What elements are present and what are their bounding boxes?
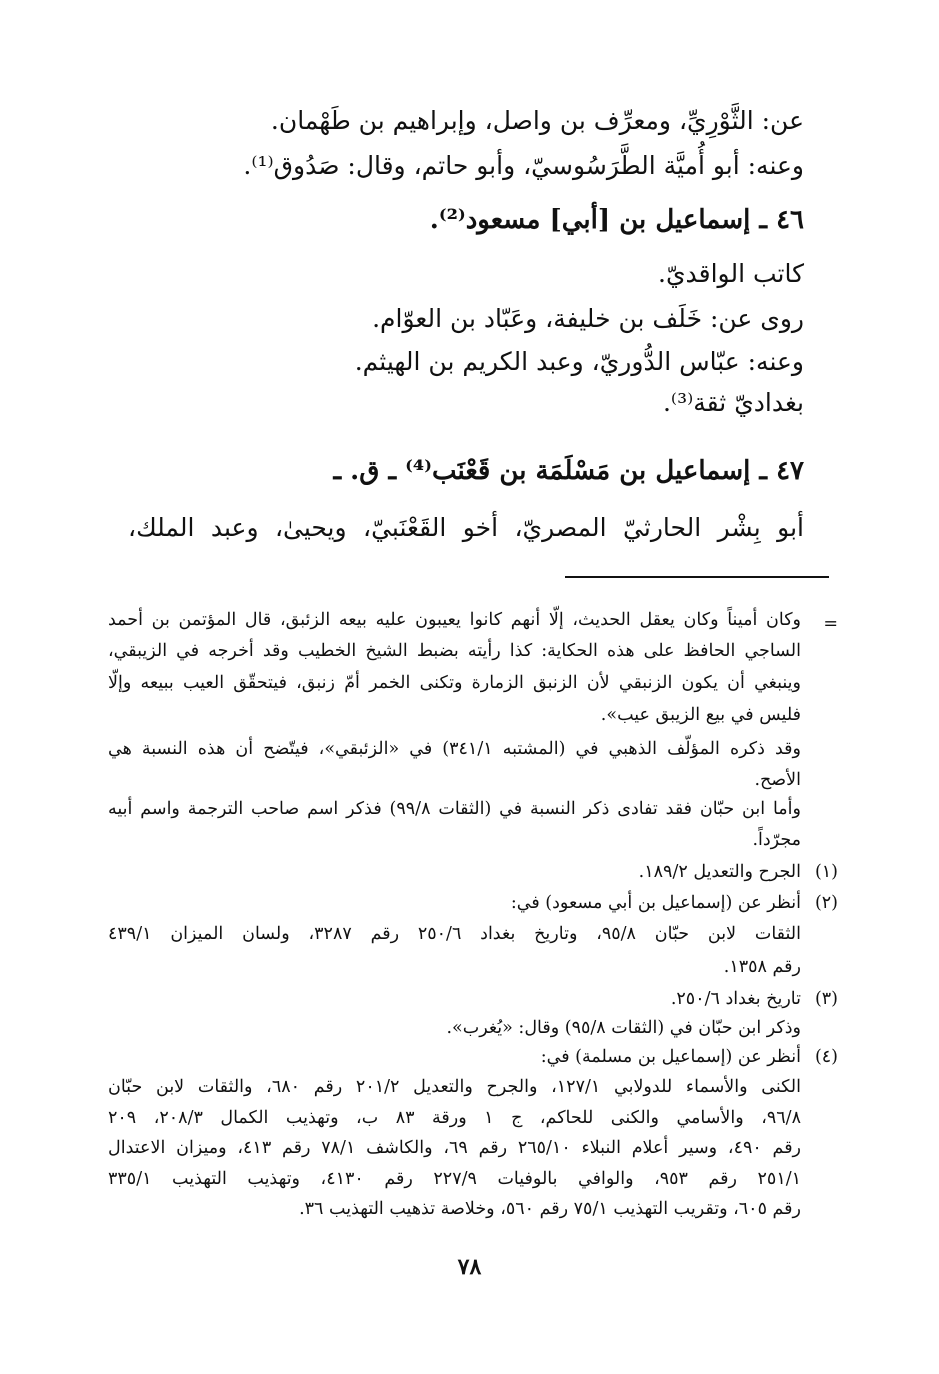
footnote-3-line: وذكر ابن حبّان في (الثقات ٩٥/٨) وقال: «يُغرب». bbox=[446, 1018, 801, 1038]
footnote-4-line: أنظر عن (إسماعيل بن مسلمة) في: bbox=[540, 1047, 801, 1067]
footnote-separator bbox=[565, 576, 829, 578]
footnote-4-line: الكنى والأسماء للدولابي ١٢٧/١، والجرح والتعديل ٢٠١/٢ رقم ٦٨٠، والثقات لابن حبّان bbox=[108, 1077, 801, 1097]
entry-47-title: ٤٧ ـ إسماعيل بن مَسْلَمَة بن قَعْنَب⁽⁴⁾ ـ ق. ـ bbox=[333, 456, 804, 486]
continuation-line: فليس في بيع الزيبق عيب». bbox=[600, 705, 801, 725]
narrator-line-teachers: عن: الثَّوْرِيِّ، ومعرِّف بن واصل، وإبراهيم بن طَهْمان. bbox=[270, 106, 804, 135]
continuation-line: الأصح. bbox=[754, 770, 801, 790]
footnote-4-line: رقم ٤٩٠، وسير أعلام النبلاء ٢٦٥/١٠ رقم ٦٩، والكاشف ٧٨/١ رقم ٤١٣، وميزان الاعتدال bbox=[108, 1138, 802, 1158]
entry-46-title: ٤٦ ـ إسماعيل بن [أبي] مسعود⁽²⁾. bbox=[429, 205, 804, 235]
entry-46-students: وعنه: عبّاس الدُّوريّ، وعبد الكريم بن الهيثم. bbox=[354, 347, 804, 376]
footnote-1-line: الجرح والتعديل ١٨٩/٢. bbox=[638, 862, 801, 882]
footnote-marker-4: (٤) bbox=[814, 1047, 838, 1067]
footnote-3-line: تاريخ بغداد ٢٥٠/٦. bbox=[670, 989, 801, 1009]
entry-47-description: أبو بِشْر الحارثيّ المصريّ، أخو القَعْنَبيّ، ويحيىٰ، وعبد الملك، bbox=[128, 513, 804, 542]
footnote-2-line: الثقات لابن حبّان ٩٥/٨، وتاريخ بغداد ٢٥٠/٦ رقم ٣٢٨٧، ولسان الميزان ٤٣٩/١ bbox=[108, 924, 801, 944]
continuation-line: وكان أميناً وكان يعقل الحديث، إلّا أنهم كانوا يعيبون عليه بيعه الزئبق، قال المؤتمن بن أحمد bbox=[108, 610, 801, 630]
footnote-marker-2: (٢) bbox=[814, 893, 838, 913]
footnote-4-line: ٩٦/٨، والأسامي والكنى للحاكم، ج ١ ورقة ٨٣ ب، وتهذيب الكمال ٢٠٨/٣، ٢٠٩ bbox=[108, 1108, 801, 1128]
continuation-marker: = bbox=[823, 614, 838, 634]
continuation-line: وقد ذكره المؤلّف الذهبي في (المشتبه ٣٤١/١) في «الزئبقي»، فيتّضح أن هذه النسبة هي bbox=[108, 739, 801, 759]
footnote-4-line: رقم ٦٠٥، وتقريب التهذيب ٧٥/١ رقم ٥٦٠، وخلاصة تذهيب التهذيب ٣٦. bbox=[299, 1199, 801, 1219]
footnote-marker-3: (٣) bbox=[814, 989, 838, 1009]
entry-46-description: كاتب الواقديّ. bbox=[658, 259, 804, 288]
page-number: ٧٨ bbox=[457, 1254, 482, 1280]
continuation-line: مجرّداً. bbox=[752, 830, 801, 850]
entry-46-teachers: روى عن: خَلَف بن خليفة، وعَبّاد بن العوّام. bbox=[372, 304, 804, 333]
narrator-line-students: وعنه: أبو أُميَّة الطَّرَسُوسيّ، وأبو حاتم، وقال: صَدُوق⁽¹⁾. bbox=[243, 151, 804, 180]
entry-46-grading: بغداديّ ثقة⁽³⁾. bbox=[662, 388, 804, 417]
continuation-line: وينبغي أن يكون الزنبقي لأن الزنبق الزمارة وتكنى الخمر أمّ زنبق، فيتحقّق العيب ببيعه وإلّا bbox=[108, 673, 801, 693]
footnote-2-line: رقم ١٣٥٨. bbox=[723, 957, 801, 977]
continuation-line: الساجي الحافظ على هذه الحكاية: كذا رأيته بضبط الشيخ الخطيب وقد أخرجه في الزيبقي، bbox=[108, 641, 801, 661]
footnote-2-line: أنظر عن (إسماعيل بن أبي مسعود) في: bbox=[510, 893, 801, 913]
footnote-4-line: ٢٥١/١ رقم ٩٥٣، والوافي بالوفيات ٢٢٧/٩ رقم ٤١٣٠، وتهذيب التهذيب ٣٣٥/١ bbox=[108, 1169, 802, 1189]
continuation-line: وأما ابن حبّان فقد تفادى ذكر النسبة في (الثقات ٩٩/٨) فذكر اسم صاحب الترجمة واسم أبيه bbox=[108, 799, 801, 819]
footnote-marker-1: (١) bbox=[814, 862, 838, 882]
